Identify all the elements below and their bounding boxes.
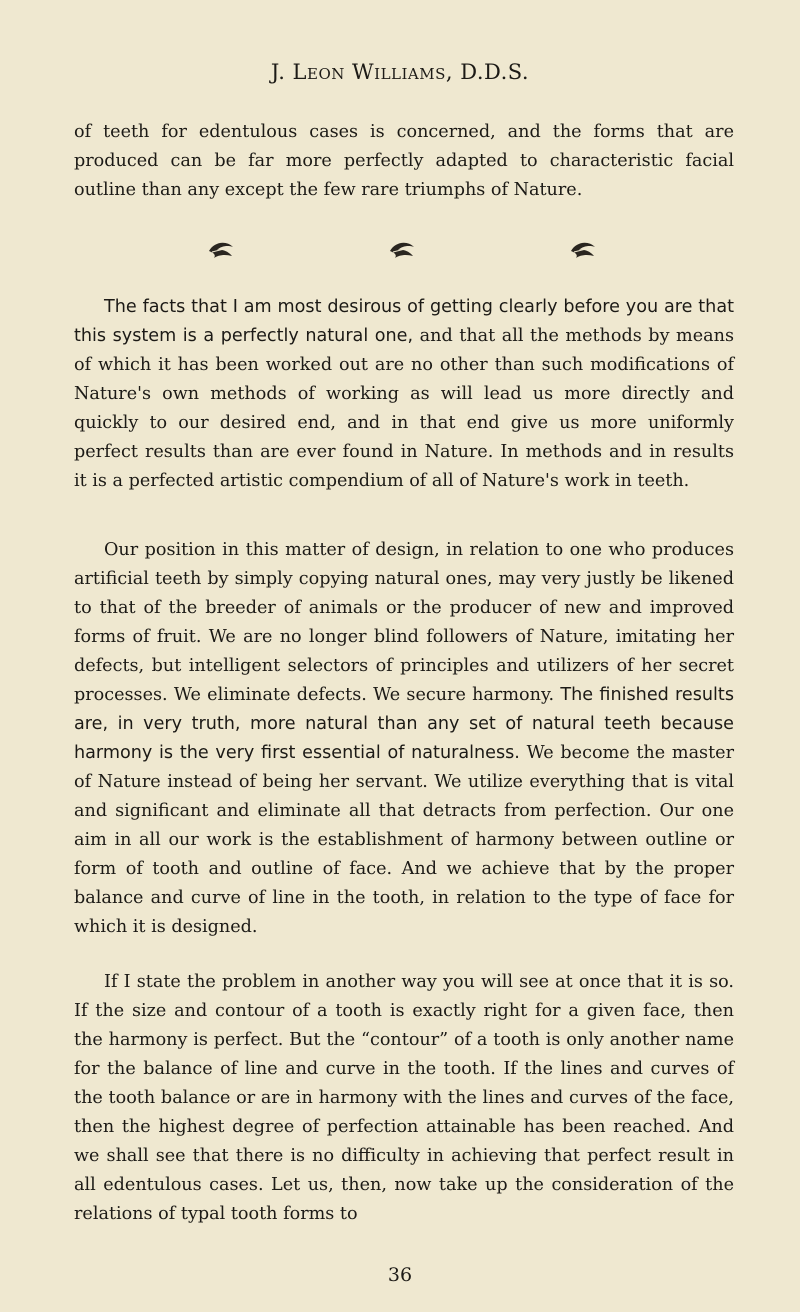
paragraph-facts bbox=[74, 293, 734, 496]
paragraph-design-text bbox=[74, 536, 734, 942]
leaf-ornament-icon bbox=[568, 236, 598, 266]
paragraph-design-part2: We become the master of Nature instead of being her servant. We utilize everything that is vital and significant and eliminate all that detracts from perfection. Our one aim in all our work is the establishment of harmony between outline or form of tooth and outline of face. And we achieve that by the proper balance and curve of line in the tooth, in relation to the type of face for which it is designed. bbox=[74, 743, 734, 937]
paragraph-design bbox=[74, 536, 734, 942]
intro-paragraph bbox=[74, 118, 734, 205]
paragraph-design-part1: Our position in this matter of design, in relation to one who produces artificial teeth by simply copying natural ones, may very justly be likened to that of the breeder of animals or the producer of new and improved forms of fruit. We are no longer blind followers of Nature, imitating her defects, but intelligent selectors of principles and utilizers of her secret processes. We eliminate defects. We secure harmony. bbox=[74, 540, 734, 705]
paragraph-facts-lead: The facts that I am most desirous of getting clearly before you are that this system is a perfectly natural one, bbox=[74, 297, 734, 346]
section-break-ornaments bbox=[0, 236, 800, 266]
paragraph-design-emphasis: The finished results are, in very truth, more natural than any set of natural teeth because harmony is the very first essential of naturalness. bbox=[74, 685, 735, 763]
leaf-ornament-icon bbox=[206, 236, 236, 266]
page-number: 36 bbox=[387, 1264, 413, 1286]
leaf-ornament-icon bbox=[387, 236, 417, 266]
intro-text: of teeth for edentulous cases is concerned, and the forms that are produced can be far more perfectly adapted to characteristic facial outline than any except the few rare triumphs of Nature. bbox=[74, 122, 734, 200]
paragraph-problem bbox=[74, 968, 734, 1229]
paragraph-problem-text: If I state the problem in another way you will see at once that it is so. If the size and contour of a tooth is exactly right for a given face, then the harmony is perfect. But the “contour” of a tooth is only another name for the balance of line and curve in the tooth. If the lines and curves of the tooth balance or are in harmony with the lines and curves of the face, then the highest degree of perfection attainable has been reached. And we shall see that there is no difficulty in achieving that perfect result in all edentulous cases. Let us, then, now take up the consideration of the relations of typal tooth forms to bbox=[74, 972, 734, 1224]
paragraph-facts-rest: and that all the methods by means of which it has been worked out are no other than such modifications of Nature's own methods of working as will lead us more directly and quickly to our desired end, and in that end give us more uniformly perfect results than are ever found in Nature. In methods and in results it is a perfected artistic compendium of all of Nature's work in teeth. bbox=[74, 326, 734, 491]
running-head: J. Leon Williams, D.D.S. bbox=[270, 60, 530, 84]
paragraph-facts-text bbox=[74, 293, 734, 496]
